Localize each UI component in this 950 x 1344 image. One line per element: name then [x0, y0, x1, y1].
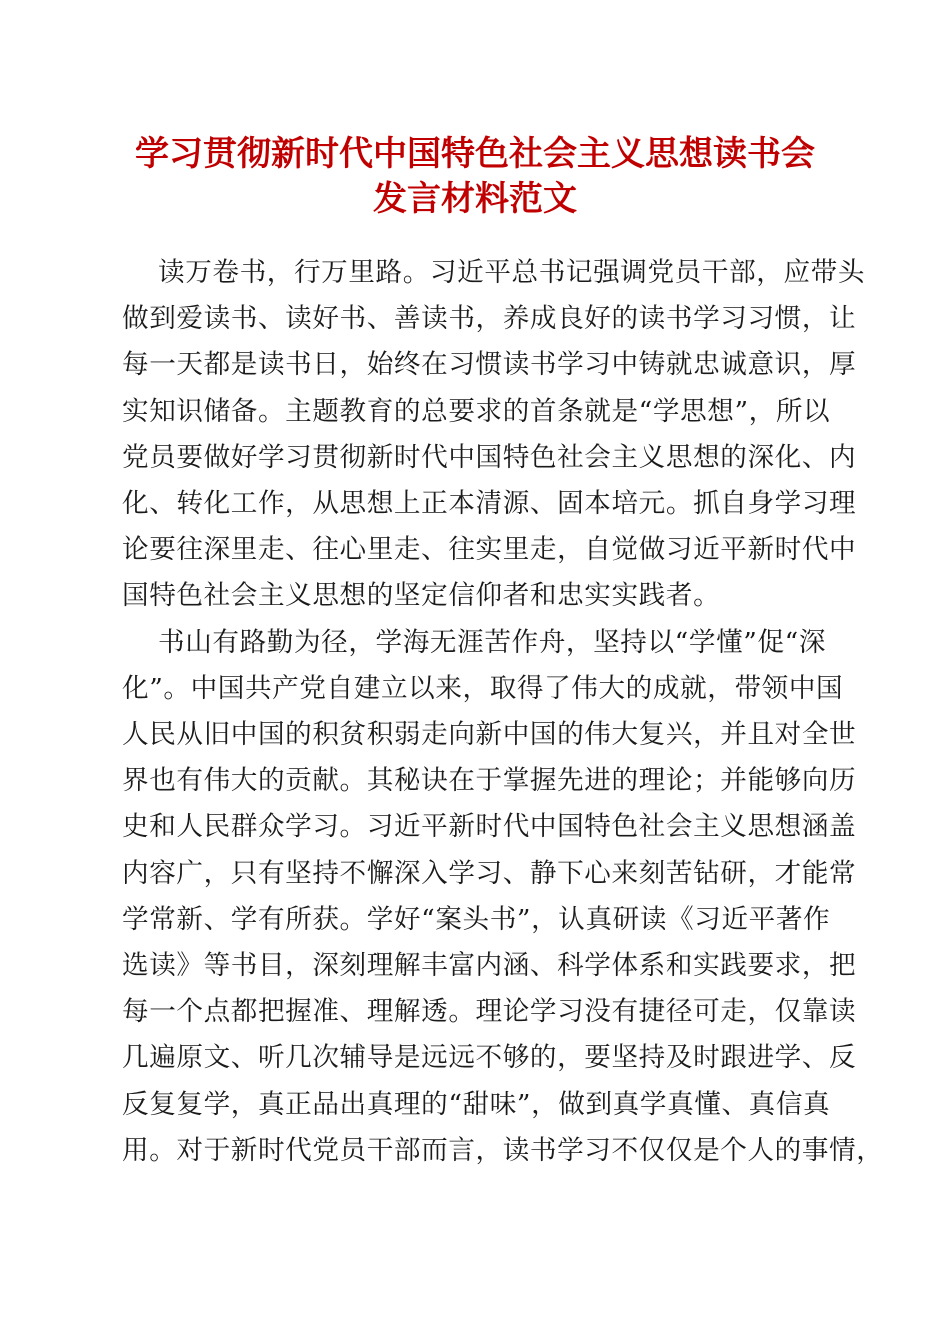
text-line: 论要往深里走、往心里走、往实里走，自觉做习近平新时代中: [122, 534, 857, 566]
text-line: 实知识储备。主题教育的总要求的首条就是“学思想”，所以: [122, 395, 831, 427]
text-line: 国特色社会主义思想的坚定信仰者和忠实实践者。: [122, 580, 721, 612]
text-line: 用。对于新时代党员干部而言，读书学习不仅仅是个人的事情，: [122, 1134, 884, 1166]
text-line: 人民从旧中国的积贫积弱走向新中国的伟大复兴，并且对全世: [122, 719, 857, 751]
text-line: 史和人民群众学习。习近平新时代中国特色社会主义思想涵盖: [122, 811, 857, 843]
paragraph-2: [122, 620, 884, 1174]
text-line: 做到爱读书、读好书、善读书，养成良好的读书学习习惯，让: [122, 303, 857, 335]
document-title: [100, 132, 850, 222]
text-line: 每一天都是读书日，始终在习惯读书学习中铸就忠诚意识，厚: [122, 349, 857, 381]
paragraph-1: [122, 250, 866, 620]
text-line: 学常新、学有所获。学好“案头书”，认真研读《习近平著作: [122, 903, 831, 935]
text-line: 化、转化工作，从思想上正本清源、固本培元。抓自身学习理: [122, 488, 857, 520]
text-line: 化”。中国共产党自建立以来，取得了伟大的成就，带领中国: [122, 672, 844, 704]
title-line-1: 学习贯彻新时代中国特色社会主义思想读书会: [135, 134, 815, 174]
text-line: 选读》等书目，深刻理解丰富内涵、科学体系和实践要求，把: [122, 950, 857, 982]
text-line: 界也有伟大的贡献。其秘诀在于掌握先进的理论；并能够向历: [122, 765, 857, 797]
text-line: 几遍原文、听几次辅导是远远不够的，要坚持及时跟进学、反: [122, 1042, 857, 1074]
text-line: 党员要做好学习贯彻新时代中国特色社会主义思想的深化、内: [122, 441, 857, 473]
text-line: 每一个点都把握准、理解透。理论学习没有捷径可走，仅靠读: [122, 996, 857, 1028]
text-line: 反复复学，真正品出真理的“甜味”，做到真学真懂、真信真: [122, 1088, 831, 1120]
text-line: 读万卷书，行万里路。习近平总书记强调党员干部，应带头: [158, 257, 866, 288]
text-line: 内容广，只有坚持不懈深入学习、静下心来刻苦钻研，才能常: [122, 857, 857, 889]
text-line: 书山有路勤为径，学海无涯苦作舟，坚持以“学懂”促“深: [158, 626, 827, 658]
title-line-2: 发言材料范文: [373, 179, 577, 219]
document-body: [122, 250, 884, 1174]
